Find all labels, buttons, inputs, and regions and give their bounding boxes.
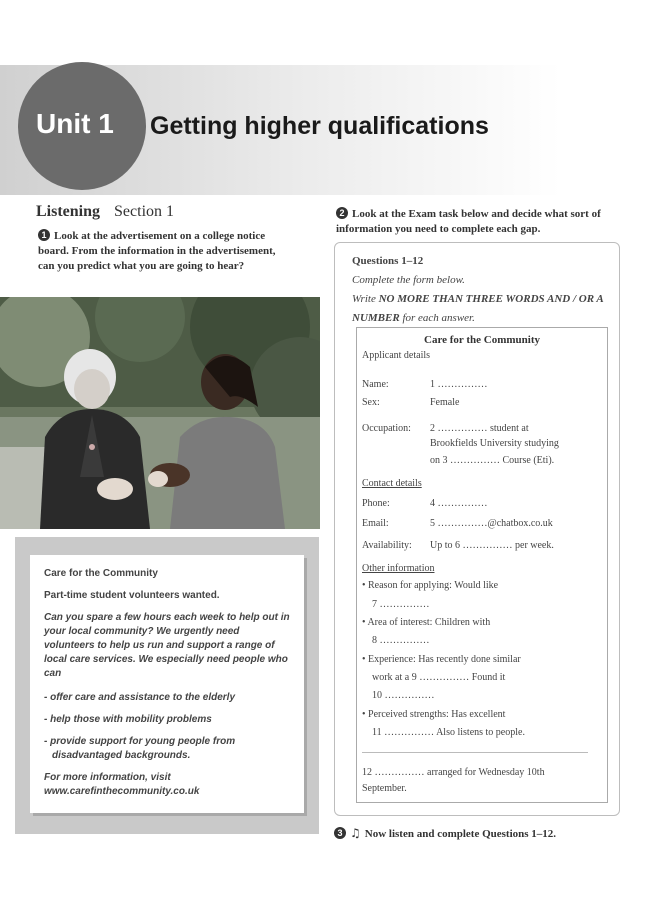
final-line-2: September.: [362, 783, 407, 794]
occupation-gap-2[interactable]: 2 …………… student at: [430, 423, 529, 434]
experience-gap-9[interactable]: work at a 9 …………… Found it: [372, 672, 506, 683]
form-title: Care for the Community: [424, 334, 540, 346]
strengths-gap-11[interactable]: 11 …………… Also listens to people.: [372, 727, 525, 738]
availability-label: Availability:: [362, 540, 412, 551]
interest-gap-8[interactable]: 8 ……………: [372, 635, 430, 646]
email-label: Email:: [362, 518, 389, 529]
phone-label: Phone:: [362, 498, 390, 509]
notice-bullet: - help those with mobility problems: [44, 714, 212, 725]
email-gap-5[interactable]: 5 ……………@chatbox.co.uk: [430, 518, 553, 529]
page-title: Getting higher qualifications: [150, 112, 489, 140]
experience-line: • Experience: Has recently done similar: [362, 654, 521, 665]
experience-gap-10[interactable]: 10 ……………: [372, 690, 435, 701]
exam-task-header: [352, 252, 614, 328]
occupation-line-2: Brookfields University studying: [430, 438, 559, 449]
question-2: [336, 207, 626, 237]
instruction-2: [352, 290, 614, 328]
final-gap-12[interactable]: 12 …………… arranged for Wednesday 10th: [362, 767, 545, 778]
audio-icon[interactable]: ♫: [350, 826, 361, 840]
sex-value: Female: [430, 397, 460, 408]
occupation-label: Occupation:: [362, 423, 411, 434]
strengths-line: • Perceived strengths: Has excellent: [362, 709, 506, 720]
sex-label: Sex:: [362, 397, 380, 408]
section-subtitle: Section 1: [114, 203, 175, 220]
question-3-text: Now listen and complete Questions 1–12.: [364, 828, 557, 840]
reason-gap-7[interactable]: 7 ……………: [372, 599, 430, 610]
question-3: [334, 826, 556, 840]
notice-title: Care for the Community: [44, 568, 158, 579]
availability-gap-6[interactable]: Up to 6 …………… per week.: [430, 540, 554, 551]
contact-details-heading: Contact details: [362, 478, 422, 489]
name-label: Name:: [362, 379, 389, 390]
interest-line: • Area of interest: Children with: [362, 617, 491, 628]
questions-heading: Questions 1–12: [352, 255, 424, 267]
question-2-text: Look at the Exam task below and decide what sort of information you need to complete each gap.: [336, 208, 601, 235]
section-title: Listening: [36, 203, 101, 220]
applicant-details-heading: Applicant details: [362, 350, 431, 361]
other-info-heading: Other information: [362, 563, 435, 574]
notice-subtitle: Part-time student volunteers wanted.: [44, 590, 220, 601]
photo-carer-and-elderly-woman: [0, 297, 320, 529]
question-number-icon: 2: [336, 207, 348, 219]
unit-label: Unit 1: [36, 108, 114, 139]
instruction-2-post: for each answer.: [402, 312, 475, 324]
form-divider: [362, 752, 588, 753]
question-number-icon: 3: [334, 827, 346, 839]
instruction-1: Complete the form below.: [352, 274, 465, 286]
question-1: [38, 229, 288, 274]
name-gap-1[interactable]: 1 ……………: [430, 379, 488, 390]
question-1-text: Look at the advertisement on a college notice board. From the information in the advertisement, can you predict what you are going to hear?: [38, 230, 276, 272]
instruction-2-bold: NO MORE THAN THREE WORDS AND / OR A NUMBER: [352, 293, 604, 324]
notice-footer: For more information, visit www.carefinthecommunity.co.uk: [44, 772, 200, 797]
phone-gap-4[interactable]: 4 ……………: [430, 498, 488, 509]
notice-body: Can you spare a few hours each week to help out in your local community? We urgently need volunteers to help us run and support a range of local care services. We especially need people who can: [44, 612, 290, 679]
occupation-gap-3[interactable]: on 3 …………… Course (Eti).: [430, 455, 555, 466]
section-heading: [36, 203, 174, 221]
notice-bullet: - offer care and assistance to the elderly: [44, 692, 236, 703]
question-number-icon: 1: [38, 229, 50, 241]
notice-content: [44, 567, 292, 799]
instruction-2-pre: Write: [352, 293, 376, 305]
notice-bullet: - provide support for young people from disadvantaged backgrounds.: [44, 736, 236, 761]
reason-line: • Reason for applying: Would like: [362, 580, 499, 591]
